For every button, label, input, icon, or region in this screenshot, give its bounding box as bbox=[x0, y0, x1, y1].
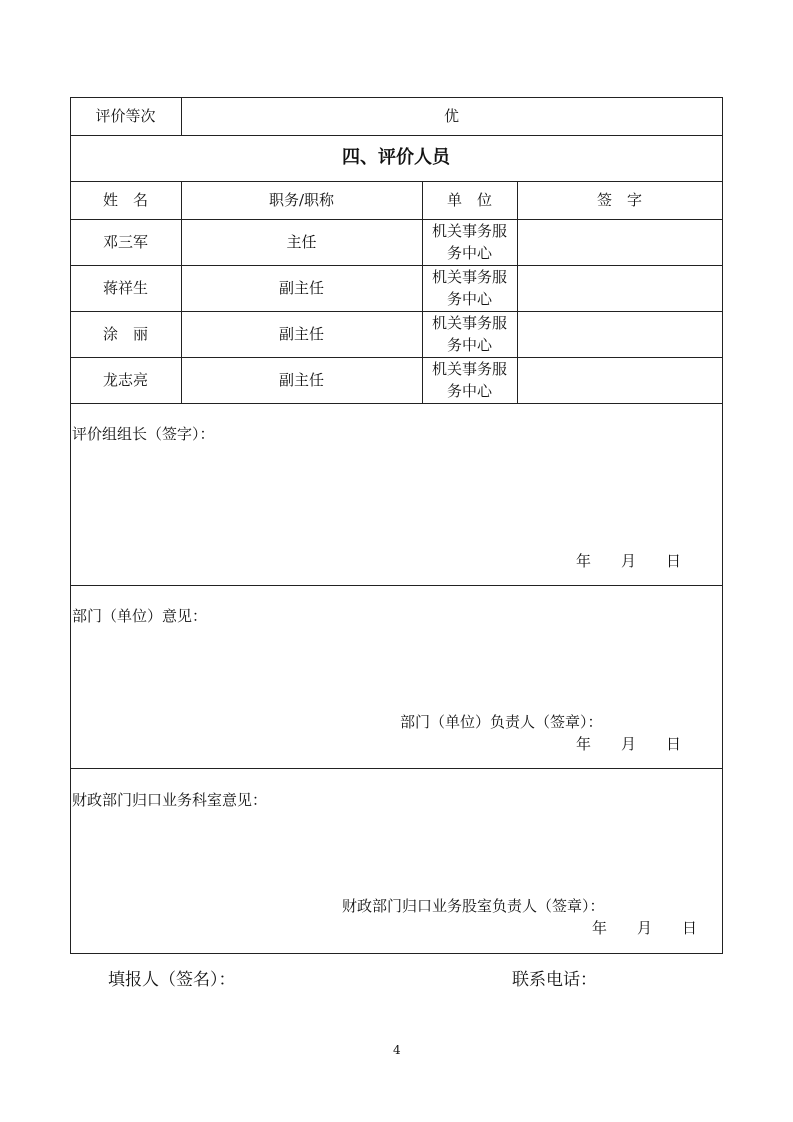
department-signer: 部门（单位）负责人（签章）： bbox=[400, 713, 603, 731]
department-date: 年 月 日 bbox=[576, 735, 682, 753]
phone-label: 联系电话： bbox=[512, 970, 597, 990]
filler-label: 填报人（签名）： bbox=[108, 970, 236, 990]
evaluator-name: 龙志亮 bbox=[102, 371, 148, 389]
evaluator-title: 副主任 bbox=[278, 371, 324, 389]
evaluator-title: 主任 bbox=[286, 233, 317, 251]
unit-line: 务中心 bbox=[446, 244, 492, 262]
evaluator-unit bbox=[422, 357, 517, 403]
evaluator-name: 蒋祥生 bbox=[102, 279, 148, 297]
evaluator-title: 副主任 bbox=[278, 279, 324, 297]
header-name: 姓 名 bbox=[102, 191, 148, 209]
header-title: 职务/职称 bbox=[268, 191, 335, 209]
department-label: 部门（单位）意见： bbox=[72, 607, 208, 625]
unit-line: 机关事务服 bbox=[431, 314, 507, 332]
finance-label: 财政部门归口业务科室意见： bbox=[72, 791, 268, 809]
unit-line: 务中心 bbox=[446, 382, 492, 400]
unit-line: 机关事务服 bbox=[431, 222, 507, 240]
unit-line: 务中心 bbox=[446, 290, 492, 308]
section-title: 四、评价人员 bbox=[342, 147, 450, 168]
unit-line: 机关事务服 bbox=[431, 360, 507, 378]
evaluator-name: 涂 丽 bbox=[102, 325, 148, 343]
page-number: 4 bbox=[393, 1043, 401, 1057]
evaluator-name: 邓三军 bbox=[102, 233, 148, 251]
unit-line: 务中心 bbox=[446, 336, 492, 354]
rating-value: 优 bbox=[443, 107, 459, 125]
evaluator-unit bbox=[422, 265, 517, 311]
finance-signer: 财政部门归口业务股室负责人（签章）： bbox=[342, 897, 605, 915]
evaluator-unit bbox=[422, 219, 517, 265]
header-unit: 单 位 bbox=[446, 191, 492, 209]
evaluator-unit bbox=[422, 311, 517, 357]
finance-date: 年 月 日 bbox=[592, 919, 698, 937]
leader-label: 评价组组长（签字）： bbox=[72, 425, 215, 443]
leader-date: 年 月 日 bbox=[576, 552, 682, 570]
header-signature: 签 字 bbox=[596, 191, 642, 209]
unit-line: 机关事务服 bbox=[431, 268, 507, 286]
evaluator-title: 副主任 bbox=[278, 325, 324, 343]
rating-label: 评价等次 bbox=[95, 107, 156, 125]
